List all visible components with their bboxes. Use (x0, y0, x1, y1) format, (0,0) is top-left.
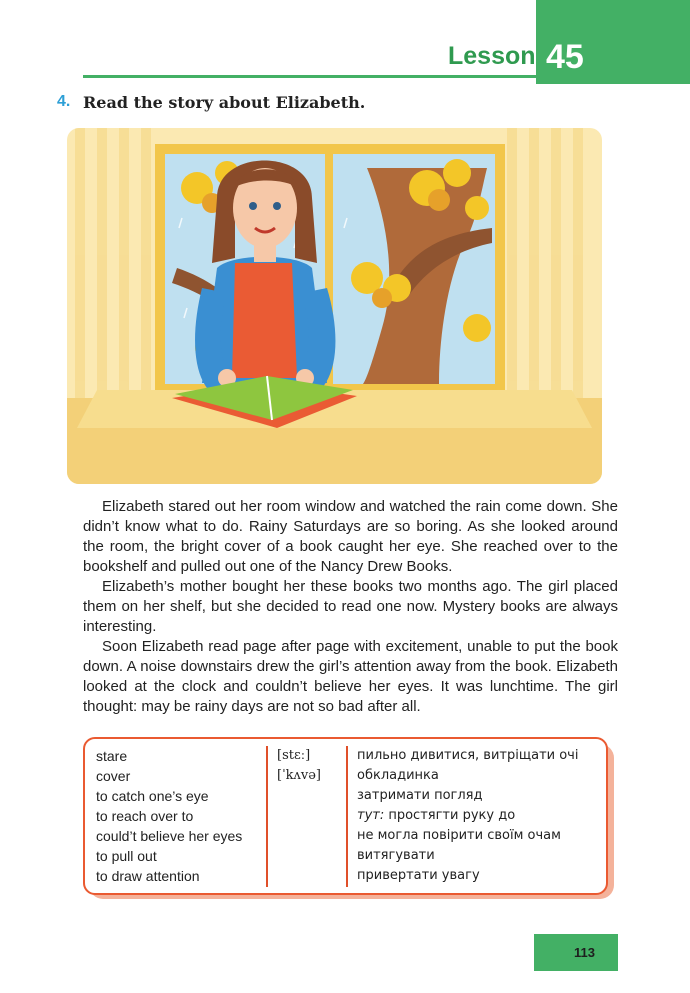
vocab-translation: не могла повірити своїм очам (357, 828, 561, 843)
lesson-label: Lesson (448, 42, 536, 70)
vocab-translation: привертати увагу (357, 868, 480, 883)
vocab-term: to reach over to (96, 808, 194, 824)
vocabulary-terms (96, 746, 266, 886)
lesson-number: 45 (546, 38, 584, 76)
vocabulary-translations (357, 746, 597, 886)
task-title: Read the story about Elizabeth. (83, 93, 366, 112)
vocabulary-box (83, 737, 608, 895)
vocab-translation-row (357, 806, 597, 826)
vocab-transcription: [ˈkʌvə] (277, 768, 321, 783)
story-text (83, 497, 618, 717)
vocab-translation: затримати погляд (357, 788, 483, 803)
vocab-translation: пильно дивитися, витріщати очі (357, 748, 579, 763)
vocab-divider (266, 746, 268, 887)
page-number: 113 (574, 945, 595, 960)
vocab-term: to draw attention (96, 868, 200, 884)
vocab-divider (346, 746, 348, 887)
vocab-translation-note: тут: (357, 808, 385, 823)
vocab-term: cover (96, 768, 131, 784)
vocab-translation: обкладинка (357, 768, 439, 783)
vocab-term: could’t believe her eyes (96, 828, 243, 844)
vocab-translation: витягувати (357, 848, 435, 863)
vocab-translation: простягти руку до (384, 808, 516, 823)
story-paragraph: Soon Elizabeth read page after page with excitement, unable to put the book down. A noise downstairs drew the girl’s attention away from the book. Elizabeth looked at the clock and couldn’t believe her eyes. It was lunchtime. The girl thought: may be rainy days are not so bad after all. (83, 638, 618, 715)
story-paragraph: Elizabeth stared out her room window and watched the rain come down. She didn’t know what to do. Rainy Saturdays are so boring. As she looked around the room, the bright cover of a book caught her eye. She reached over to the bookshelf and pulled out one of the Nancy Drew Books. (83, 498, 618, 575)
header-divider (83, 75, 538, 78)
story-paragraph: Elizabeth’s mother bought her these books two months ago. The girl placed them on her shelf, but she decided to read one now. Mystery books are always interesting. (83, 578, 618, 635)
vocabulary-transcriptions (277, 746, 347, 786)
task-number: 4. (57, 93, 71, 110)
vocab-term: stare (96, 748, 128, 764)
story-illustration (67, 128, 602, 484)
vocab-term: to pull out (96, 848, 157, 864)
vocab-transcription: [stɛː] (277, 748, 311, 763)
vocab-term: to catch one’s eye (96, 788, 209, 804)
